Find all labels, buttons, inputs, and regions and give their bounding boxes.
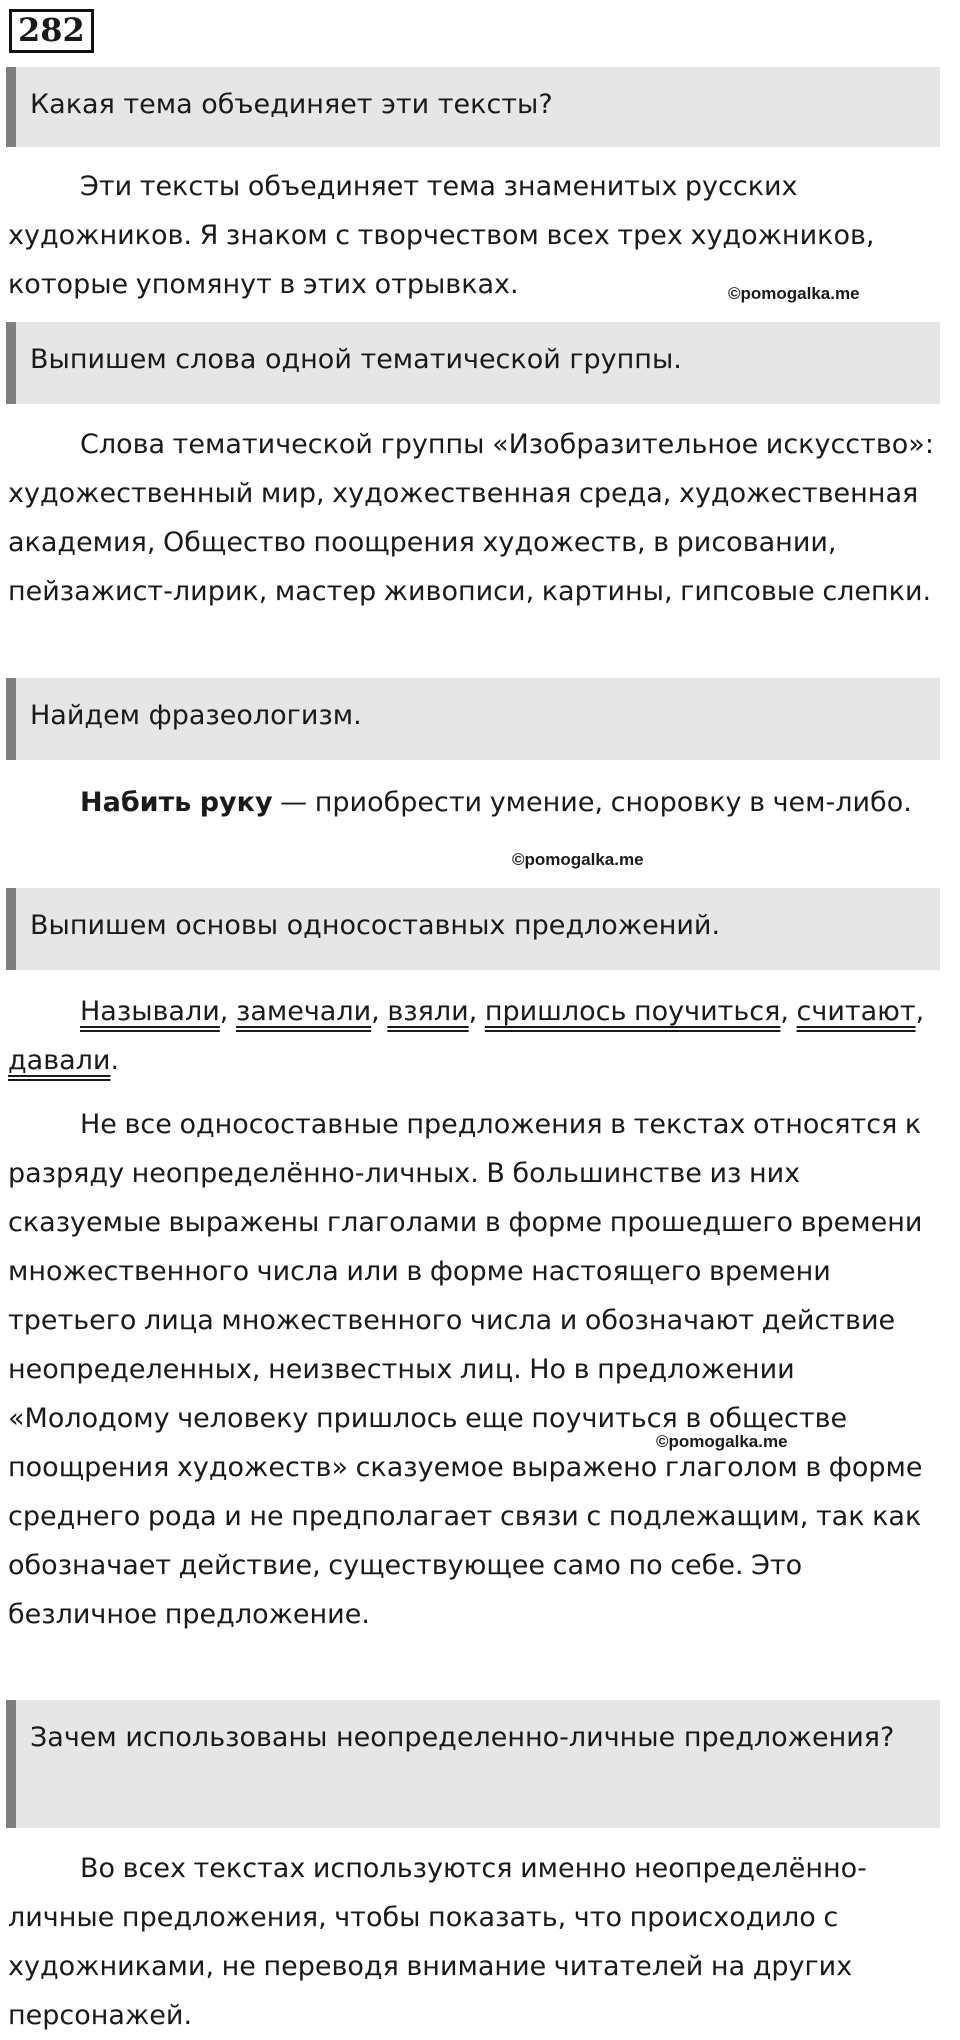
answer-2-text: Слова тематической группы «Изобразительное искусство»: художественный мир, художественная среда, художественная академия, Общество поощрения художеств, в рисовании, пейзажист-лирик, мастер живописи, картины, гипсовые слепки. (8, 429, 934, 607)
watermark-1: ©pomogalka.me (728, 284, 860, 303)
predicate-stem: считают (796, 996, 916, 1027)
question-5 (6, 1700, 940, 1828)
predicate-stem: давали (8, 1045, 111, 1076)
answer-3 (8, 778, 938, 827)
question-4-text: Выпишем основы односоставных предложений. (30, 910, 721, 941)
phraseologism: Набить руку (80, 787, 273, 818)
predicate-stem: замечали (235, 996, 372, 1027)
answer-5-text: Во всех текстах используются именно неопределённо-личные предложения, чтобы показать, что происходило с художниками, не переводя внимание читателей на других персонажей. (8, 1853, 867, 2031)
answer-4-explanation-text: Не все односоставные предложения в текстах относятся к разряду неопределённо-личных. В большинстве из них сказуемые выражены глаголами в форме прошедшего времени множественного числа или в форме настоящего времени третьего лица множественного числа и обозначают действие неопределенных, неизвестных лиц. Но в предложении «Молодому человеку пришлось еще поучиться в обществе поощрения художеств» сказуемое выражено глаголом в форме среднего рода и не предполагает связи с подлежащим, так как обозначает действие, существующее само по себе. Это безличное предложение. (8, 1109, 923, 1630)
watermark-3: ©pomogalka.me (656, 1432, 788, 1451)
question-3-text: Найдем фразеологизм. (30, 700, 362, 731)
question-2-text: Выпишем слова одной тематической группы. (30, 344, 682, 375)
answer-3-definition: — приобрести умение, сноровку в чем-либо. (272, 787, 912, 818)
predicate-stem: Называли (80, 996, 220, 1027)
predicate-stem: пришлось поучиться (484, 996, 781, 1027)
answer-5 (8, 1844, 938, 2040)
predicate-stem: взяли (387, 996, 469, 1027)
question-4 (6, 888, 940, 970)
answer-2 (8, 420, 938, 616)
question-1-text: Какая тема объединяет эти тексты? (30, 89, 553, 120)
watermark-2: ©pomogalka.me (512, 850, 644, 869)
question-3 (6, 678, 940, 760)
answer-4-explanation (8, 1100, 938, 1639)
question-2 (6, 322, 940, 404)
exercise-number: 282 (9, 9, 94, 53)
question-1 (6, 67, 940, 147)
answer-4-stems: Называли, замечали, взяли, пришлось поучиться, считают, давали. (8, 996, 925, 1076)
answer-1-text: Эти тексты объединяет тема знаменитых русских художников. Я знаком с творчеством всех трех художников, которые упомянут в этих отрывках. (8, 171, 875, 300)
question-5-text: Зачем использованы неопределенно-личные предложения? (30, 1722, 895, 1753)
